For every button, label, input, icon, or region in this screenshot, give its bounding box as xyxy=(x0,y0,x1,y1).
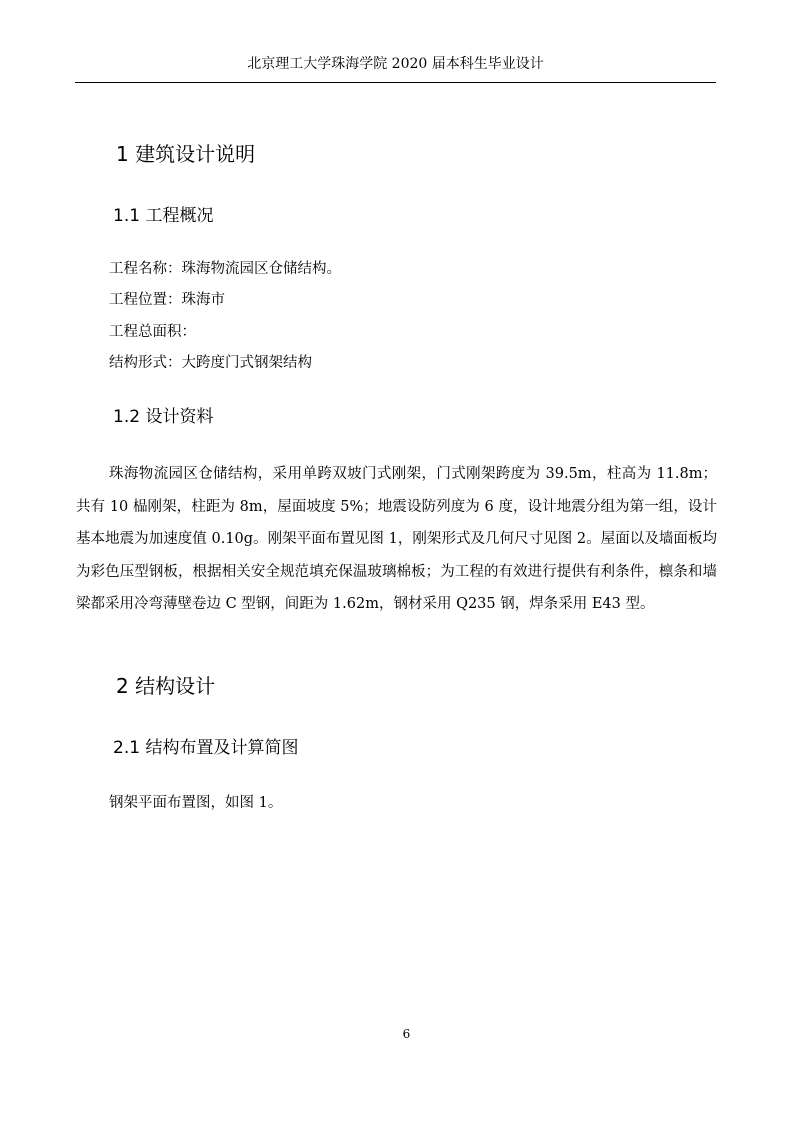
structure-type-line: 结构形式：大跨度门式钢架结构 xyxy=(109,355,312,371)
header-divider xyxy=(75,82,716,83)
section-2-1-heading: 2.1 结构布置及计算简图 xyxy=(113,738,299,758)
project-area-line: 工程总面积： xyxy=(109,324,196,340)
page-number: 6 xyxy=(402,1027,411,1041)
section-1-heading: 1 建筑设计说明 xyxy=(116,142,256,166)
project-name-line: 工程名称：珠海物流园区仓储结构。 xyxy=(109,261,341,277)
section-2-heading: 2 结构设计 xyxy=(116,674,216,698)
section-1-2-heading: 1.2 设计资料 xyxy=(113,407,214,427)
layout-reference-line: 钢架平面布置图，如图 1。 xyxy=(109,795,283,811)
page-header: 北京理工大学珠海学院 2020 届本科生毕业设计 xyxy=(247,56,544,72)
section-1-1-heading: 1.1 工程概况 xyxy=(113,206,214,226)
project-location-line: 工程位置：珠海市 xyxy=(109,292,225,308)
design-data-paragraph: 珠海物流园区仓储结构，采用单跨双坡门式刚架，门式刚架跨度为 39.5m，柱高为 11.8m；共有 10 榀刚架，柱距为 8m，屋面坡度 5%；地震设防列度为 6 度，设计地震分组为第一组，设计基本地震为加速度值 0.10g。刚架平面布置见图 1，刚架形式及几何尺寸见图 2。屋面以及墙面板均为彩色压型钢板，根据相关安全规范填充保温玻璃棉板；为工程的有效进行提供有利条件，檩条和墙梁都采用冷弯薄壁卷边 C 型钢，间距为 1.62m，钢材采用 Q235 钢，焊条采用 E43 型。 xyxy=(76,466,717,612)
